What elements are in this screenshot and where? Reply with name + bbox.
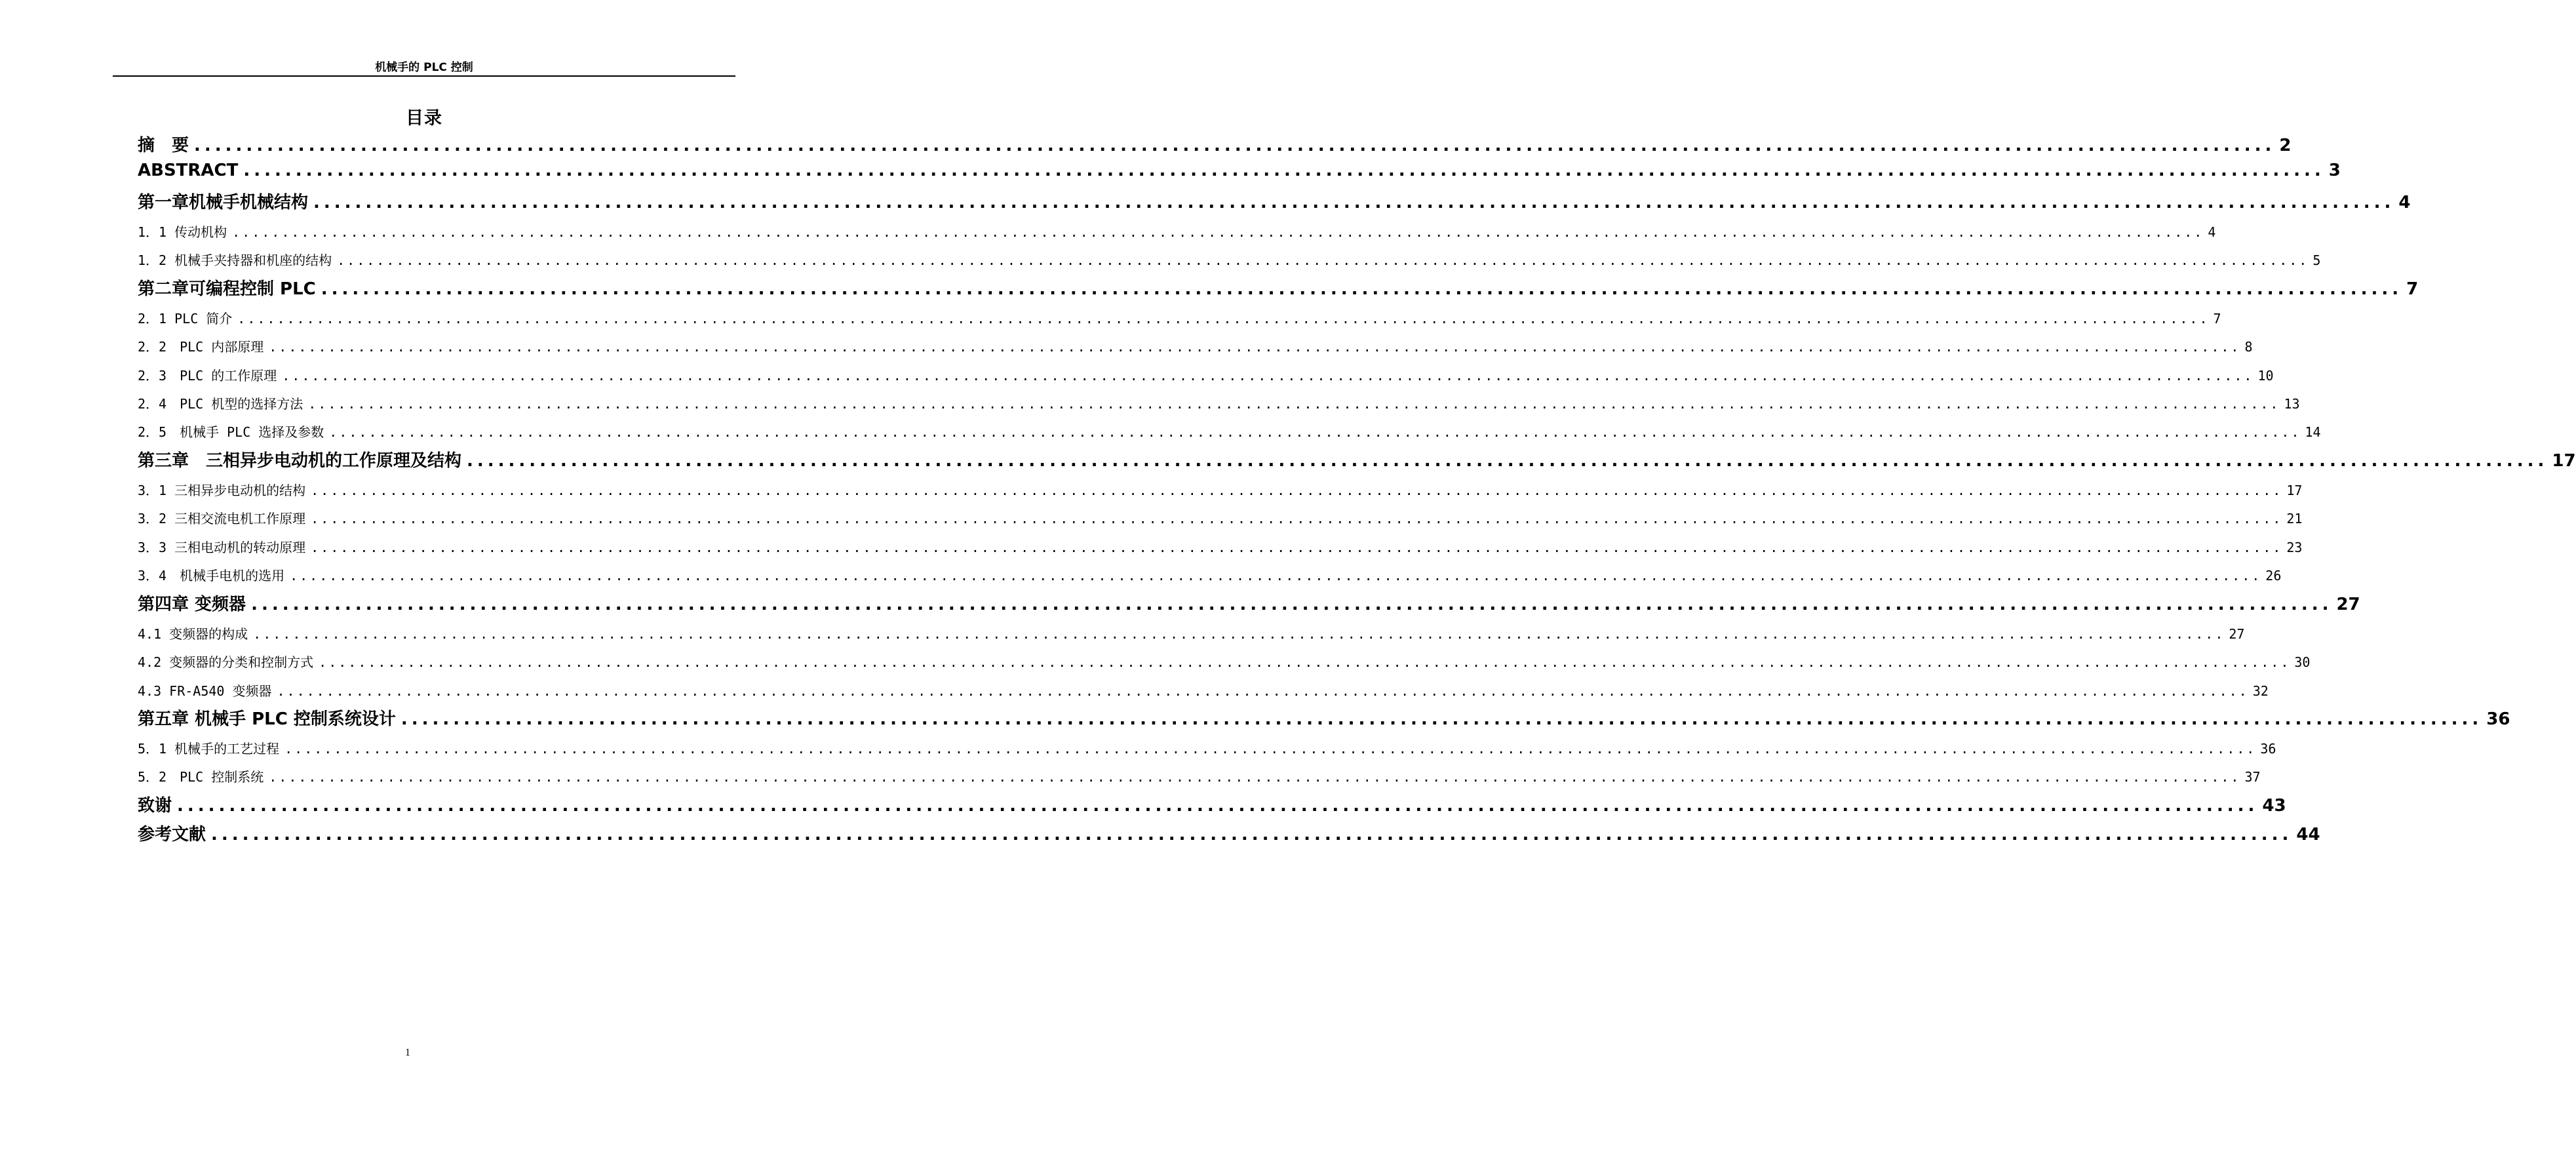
toc-entry-page: 3 <box>2328 161 2341 180</box>
toc-entry-label: 4.1 变频器的构成 <box>138 626 248 642</box>
toc-entry-label: 4.3 FR-A540 变频器 <box>138 683 272 699</box>
toc-entry-page: 27 <box>2229 626 2245 642</box>
toc-dot-leader: ........................................................................................................................................................................................................ <box>337 252 2309 268</box>
toc-entry-section-2-1[interactable] <box>138 308 2221 328</box>
toc-entry-label: 第一章机械手机械结构 <box>138 193 309 212</box>
toc-dot-leader: ........................................................................................................................................................................................................ <box>177 796 2259 816</box>
toc-entry-chapter-5[interactable] <box>138 705 2510 729</box>
toc-entry-section-3-3[interactable] <box>138 537 2303 557</box>
toc-entry-page: 30 <box>2294 654 2311 670</box>
toc-dot-leader: ........................................................................................................................................................................................................ <box>329 424 2301 440</box>
toc-entry-abstract-cn[interactable] <box>138 132 2292 155</box>
toc-entry-section-1-1[interactable] <box>138 222 2216 241</box>
toc-dot-leader: ........................................................................................................................................................................................................ <box>311 540 2283 555</box>
toc-entry-label: 2．4 PLC 机型的选择方法 <box>138 396 303 412</box>
toc-entry-label: 2．2 PLC 内部原理 <box>138 339 264 355</box>
toc-entry-references[interactable] <box>138 821 2320 844</box>
toc-dot-leader: ........................................................................................................................................................................................................ <box>290 568 2262 584</box>
toc-entry-acknowledgements[interactable] <box>138 792 2286 816</box>
toc-entry-page: 7 <box>2213 311 2221 327</box>
toc-dot-leader: ........................................................................................................................................................................................................ <box>253 626 2225 642</box>
toc-entry-page: 26 <box>2265 568 2282 584</box>
toc-entry-page: 36 <box>2260 741 2276 757</box>
toc-entry-page: 17 <box>2286 483 2303 498</box>
toc-entry-label: 2．5 机械手 PLC 选择及参数 <box>138 424 324 440</box>
toc-dot-leader: ........................................................................................................................................................................................................ <box>467 451 2548 471</box>
toc-entry-page: 4 <box>2208 224 2216 240</box>
toc-entry-page: 32 <box>2252 683 2269 699</box>
toc-entry-page: 27 <box>2336 595 2360 614</box>
toc-entry-page: 8 <box>2244 339 2253 355</box>
toc-entry-label: 1．2 机械手夹持器和机座的结构 <box>138 252 332 268</box>
toc-entry-label: ABSTRACT <box>138 161 239 180</box>
toc-entry-label: 2．1 PLC 简介 <box>138 311 233 327</box>
toc-entry-section-1-2[interactable] <box>138 250 2321 269</box>
toc-entry-page: 44 <box>2296 825 2320 844</box>
toc-entry-page: 4 <box>2398 193 2411 212</box>
toc-entry-label: 3．1 三相异步电动机的结构 <box>138 483 306 498</box>
toc-entry-label: 2．3 PLC 的工作原理 <box>138 368 277 384</box>
header-rule <box>113 75 735 77</box>
toc-entry-label: 致谢 <box>138 796 172 816</box>
toc-dot-leader: ........................................................................................................................................................................................................ <box>232 224 2204 240</box>
toc-entry-chapter-1[interactable] <box>138 189 2411 212</box>
toc-dot-leader: ........................................................................................................................................................................................................ <box>282 368 2254 384</box>
toc-entry-section-2-2[interactable] <box>138 336 2253 356</box>
toc-entry-label: 3．4 机械手电机的选用 <box>138 568 285 584</box>
toc-entry-label: 摘 要 <box>138 136 189 155</box>
toc-entry-section-4-2[interactable] <box>138 652 2311 671</box>
toc-entry-label: 5．2 PLC 控制系统 <box>138 769 264 785</box>
toc-entry-section-5-1[interactable] <box>138 738 2276 758</box>
toc-entry-section-3-4[interactable] <box>138 565 2282 585</box>
toc-entry-page: 17 <box>2552 451 2576 471</box>
toc-entry-label: 第二章可编程控制 PLC <box>138 279 316 299</box>
toc-entry-section-4-3[interactable] <box>138 681 2269 700</box>
toc-dot-leader: ........................................................................................................................................................................................................ <box>277 683 2249 699</box>
toc-dot-leader: ........................................................................................................................................................................................................ <box>269 339 2241 355</box>
toc-entry-chapter-4[interactable] <box>138 591 2360 614</box>
toc-dot-leader: ........................................................................................................................................................................................................ <box>311 483 2283 498</box>
toc-dot-leader: ........................................................................................................................................................................................................ <box>211 825 2293 844</box>
toc-dot-leader: ........................................................................................................................................................................................................ <box>243 161 2325 180</box>
toc-entry-label: 3．2 三相交流电机工作原理 <box>138 511 306 526</box>
toc-entry-page: 14 <box>2305 424 2321 440</box>
toc-entry-label: 第三章 三相异步电动机的工作原理及结构 <box>138 451 462 471</box>
toc-entry-page: 37 <box>2244 769 2261 785</box>
toc-dot-leader: ........................................................................................................................................................................................................ <box>313 193 2395 212</box>
toc-entry-label: 第四章 变频器 <box>138 595 246 614</box>
toc-entry-page: 21 <box>2286 511 2303 526</box>
toc-dot-leader: ........................................................................................................................................................................................................ <box>284 741 2257 757</box>
toc-dot-leader: ........................................................................................................................................................................................................ <box>269 769 2241 785</box>
toc-entry-label: 4.2 变频器的分类和控制方式 <box>138 654 314 670</box>
toc-entry-page: 5 <box>2313 252 2321 268</box>
toc-dot-leader: ........................................................................................................................................................................................................ <box>400 709 2483 729</box>
toc-entry-label: 5．1 机械手的工艺过程 <box>138 741 280 757</box>
toc-dot-leader: ........................................................................................................................................................................................................ <box>194 136 2276 155</box>
toc-entry-page: 23 <box>2286 540 2303 555</box>
toc-entry-section-5-2[interactable] <box>138 766 2261 786</box>
toc-entry-page: 7 <box>2406 279 2419 299</box>
toc-entry-section-4-1[interactable] <box>138 624 2245 643</box>
toc-entry-chapter-3[interactable] <box>138 447 2576 471</box>
toc-dot-leader: ........................................................................................................................................................................................................ <box>319 654 2291 670</box>
toc-entry-section-2-3[interactable] <box>138 365 2274 385</box>
toc-dot-leader: ........................................................................................................................................................................................................ <box>251 595 2333 614</box>
page-number: 1 <box>405 1047 410 1058</box>
toc-entry-page: 13 <box>2284 396 2300 412</box>
toc-entry-label: 3．3 三相电动机的转动原理 <box>138 540 306 555</box>
toc-entry-page: 10 <box>2257 368 2274 384</box>
toc-dot-leader: ........................................................................................................................................................................................................ <box>237 311 2210 327</box>
toc-entry-section-3-2[interactable] <box>138 508 2303 528</box>
toc-entry-label: 参考文献 <box>138 825 206 844</box>
toc-entry-page: 2 <box>2279 136 2292 155</box>
toc-entry-label: 第五章 机械手 PLC 控制系统设计 <box>138 709 396 729</box>
toc-entry-page: 36 <box>2486 709 2510 729</box>
toc-entry-label: 1．1 传动机构 <box>138 224 227 240</box>
running-header: 机械手的 PLC 控制 <box>375 61 473 74</box>
toc-title: 目录 <box>406 108 442 129</box>
toc-entry-page: 43 <box>2262 796 2286 816</box>
toc-entry-section-3-1[interactable] <box>138 480 2303 500</box>
toc-dot-leader: ........................................................................................................................................................................................................ <box>308 396 2280 412</box>
toc-dot-leader: ........................................................................................................................................................................................................ <box>321 279 2403 299</box>
toc-entry-section-2-5[interactable] <box>138 422 2321 441</box>
toc-entry-chapter-2[interactable] <box>138 275 2419 299</box>
toc-dot-leader: ........................................................................................................................................................................................................ <box>311 511 2283 526</box>
toc-entry-section-2-4[interactable] <box>138 393 2300 413</box>
toc-entry-abstract-en[interactable] <box>138 161 2341 184</box>
